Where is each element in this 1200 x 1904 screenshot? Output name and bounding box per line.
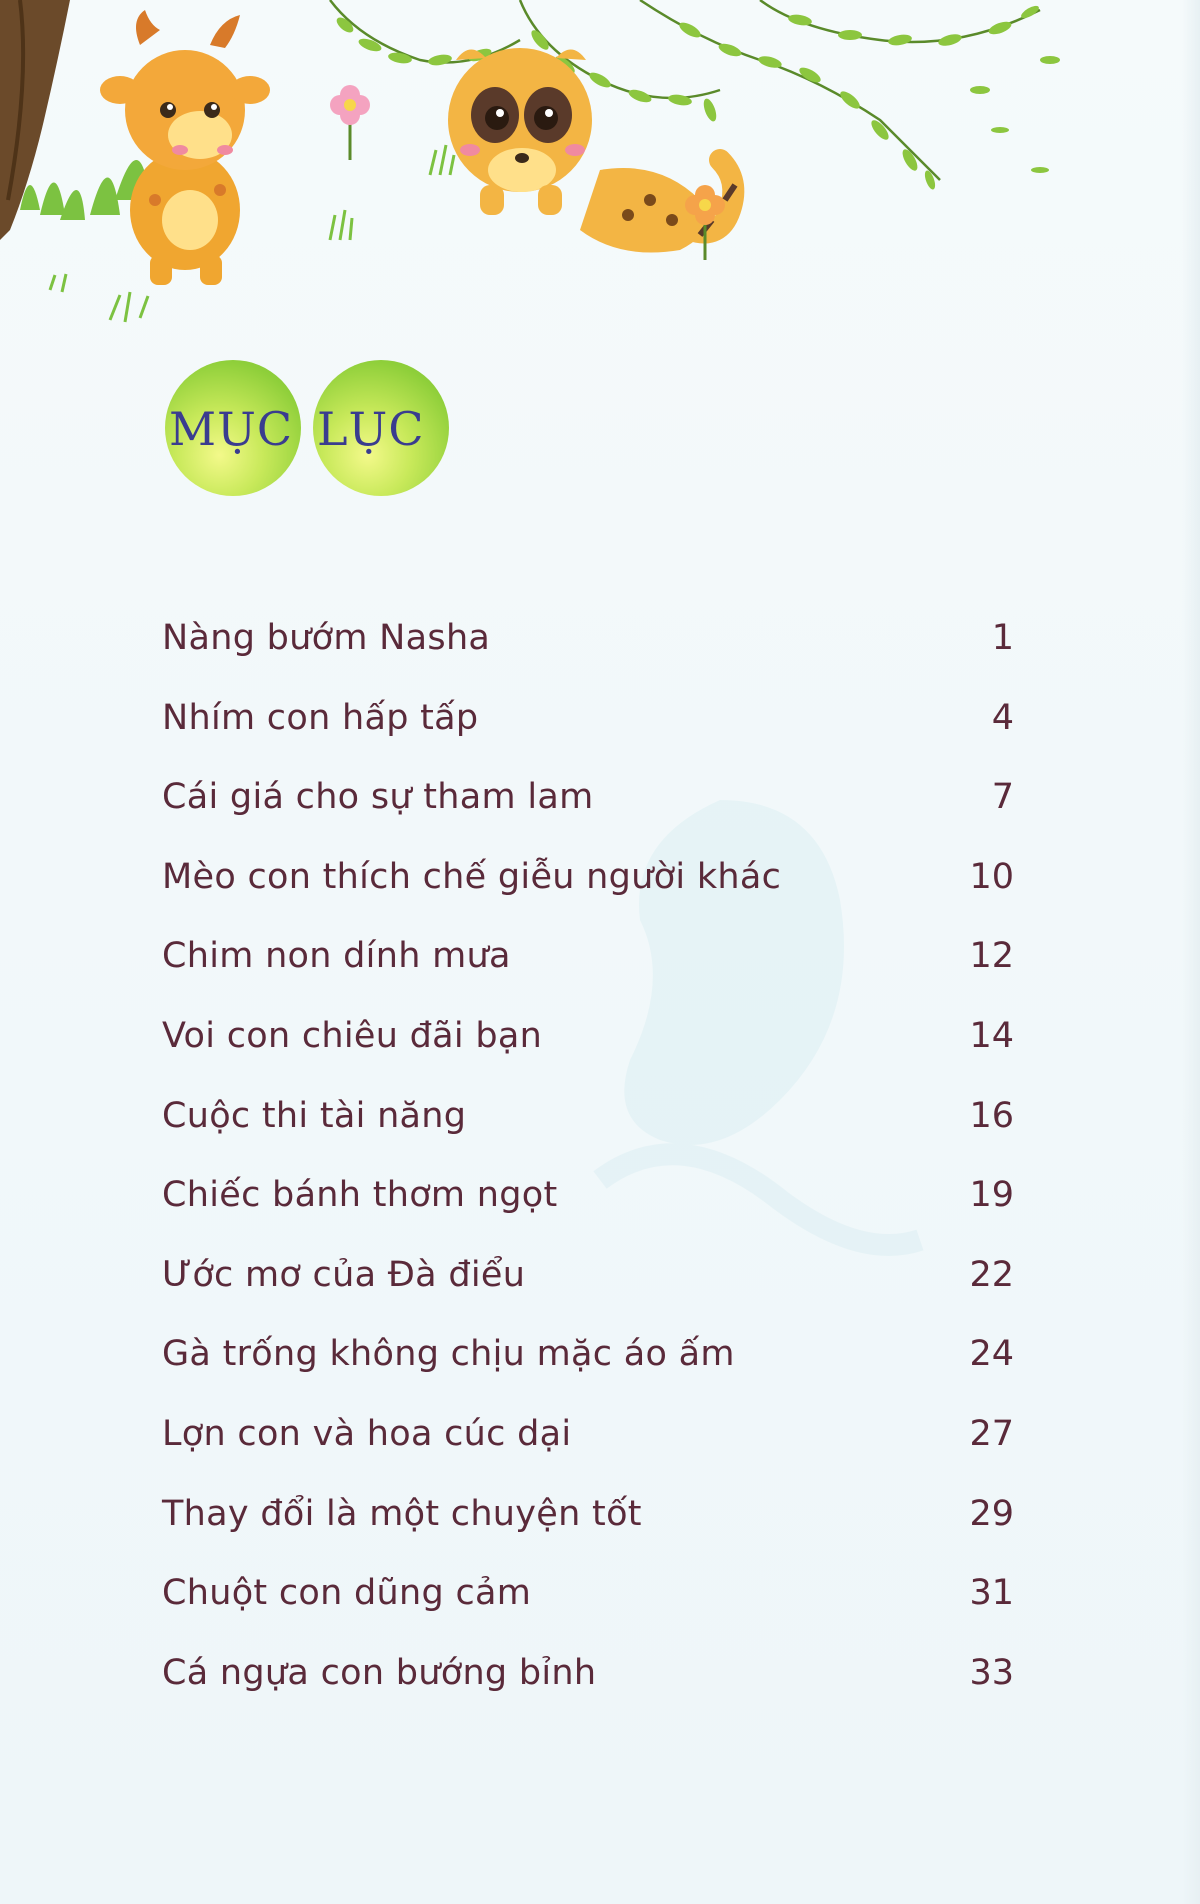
toc-entry[interactable]: [162, 777, 1014, 857]
heading-word-2: LỤC: [317, 402, 425, 456]
toc-list: [162, 618, 1014, 1732]
toc-entry-page: 33: [969, 1652, 1014, 1693]
toc-entry[interactable]: [162, 1255, 1014, 1335]
toc-entry-title: Gà trống không chịu mặc áo ấm: [162, 1334, 735, 1375]
deer-character: [100, 10, 270, 285]
toc-entry[interactable]: [162, 857, 1014, 937]
toc-entry[interactable]: [162, 1573, 1014, 1653]
toc-entry-page: 1: [991, 618, 1014, 658]
toc-entry[interactable]: [162, 1414, 1014, 1494]
toc-entry-page: 4: [991, 697, 1014, 738]
toc-entry-title: Chim non dính mưa: [162, 936, 511, 977]
toc-entry[interactable]: [162, 618, 1014, 698]
toc-entry[interactable]: [162, 1494, 1014, 1574]
pink-flower: [330, 85, 370, 160]
toc-entry-title: Chiếc bánh thơm ngọt: [162, 1175, 558, 1216]
toc-entry[interactable]: [162, 1334, 1014, 1414]
toc-entry[interactable]: [162, 1653, 1014, 1733]
toc-entry-page: 14: [969, 1015, 1014, 1056]
toc-entry-page: 31: [969, 1573, 1014, 1614]
toc-entry-title: Thay đổi là một chuyện tốt: [162, 1493, 642, 1534]
toc-entry-title: Cuộc thi tài năng: [162, 1095, 467, 1136]
toc-entry[interactable]: [162, 936, 1014, 1016]
toc-entry-title: Lợn con và hoa cúc dại: [162, 1413, 572, 1454]
toc-entry-page: 7: [991, 777, 1014, 818]
heading-word-1: MỤC: [169, 402, 294, 456]
toc-entry[interactable]: [162, 1175, 1014, 1255]
toc-entry[interactable]: [162, 698, 1014, 778]
page-edge-shadow: [1182, 0, 1200, 1904]
toc-entry-page: 10: [969, 856, 1014, 897]
toc-entry-title: Cái giá cho sự tham lam: [162, 777, 594, 818]
toc-entry-page: 12: [969, 936, 1014, 977]
toc-entry-page: 22: [969, 1254, 1014, 1295]
toc-entry-page: 16: [969, 1095, 1014, 1136]
toc-entry-title: Chuột con dũng cảm: [162, 1573, 532, 1614]
top-illustration: [0, 0, 1200, 380]
toc-entry-page: 29: [969, 1493, 1014, 1534]
toc-entry-title: Nàng bướm Nasha: [162, 618, 491, 658]
toc-entry-title: Mèo con thích chế giễu người khác: [162, 856, 782, 897]
toc-entry-page: 24: [969, 1334, 1014, 1375]
toc-entry[interactable]: [162, 1016, 1014, 1096]
toc-entry-title: Voi con chiêu đãi bạn: [162, 1015, 543, 1056]
toc-entry-page: 27: [969, 1413, 1014, 1454]
toc-entry-title: Nhím con hấp tấp: [162, 697, 479, 738]
toc-entry-title: Ước mơ của Đà điểu: [162, 1254, 526, 1295]
toc-entry-page: 19: [969, 1175, 1014, 1216]
toc-entry-title: Cá ngựa con bướng bỉnh: [162, 1652, 597, 1693]
toc-entry[interactable]: [162, 1096, 1014, 1176]
table-of-contents-heading: [165, 360, 465, 500]
